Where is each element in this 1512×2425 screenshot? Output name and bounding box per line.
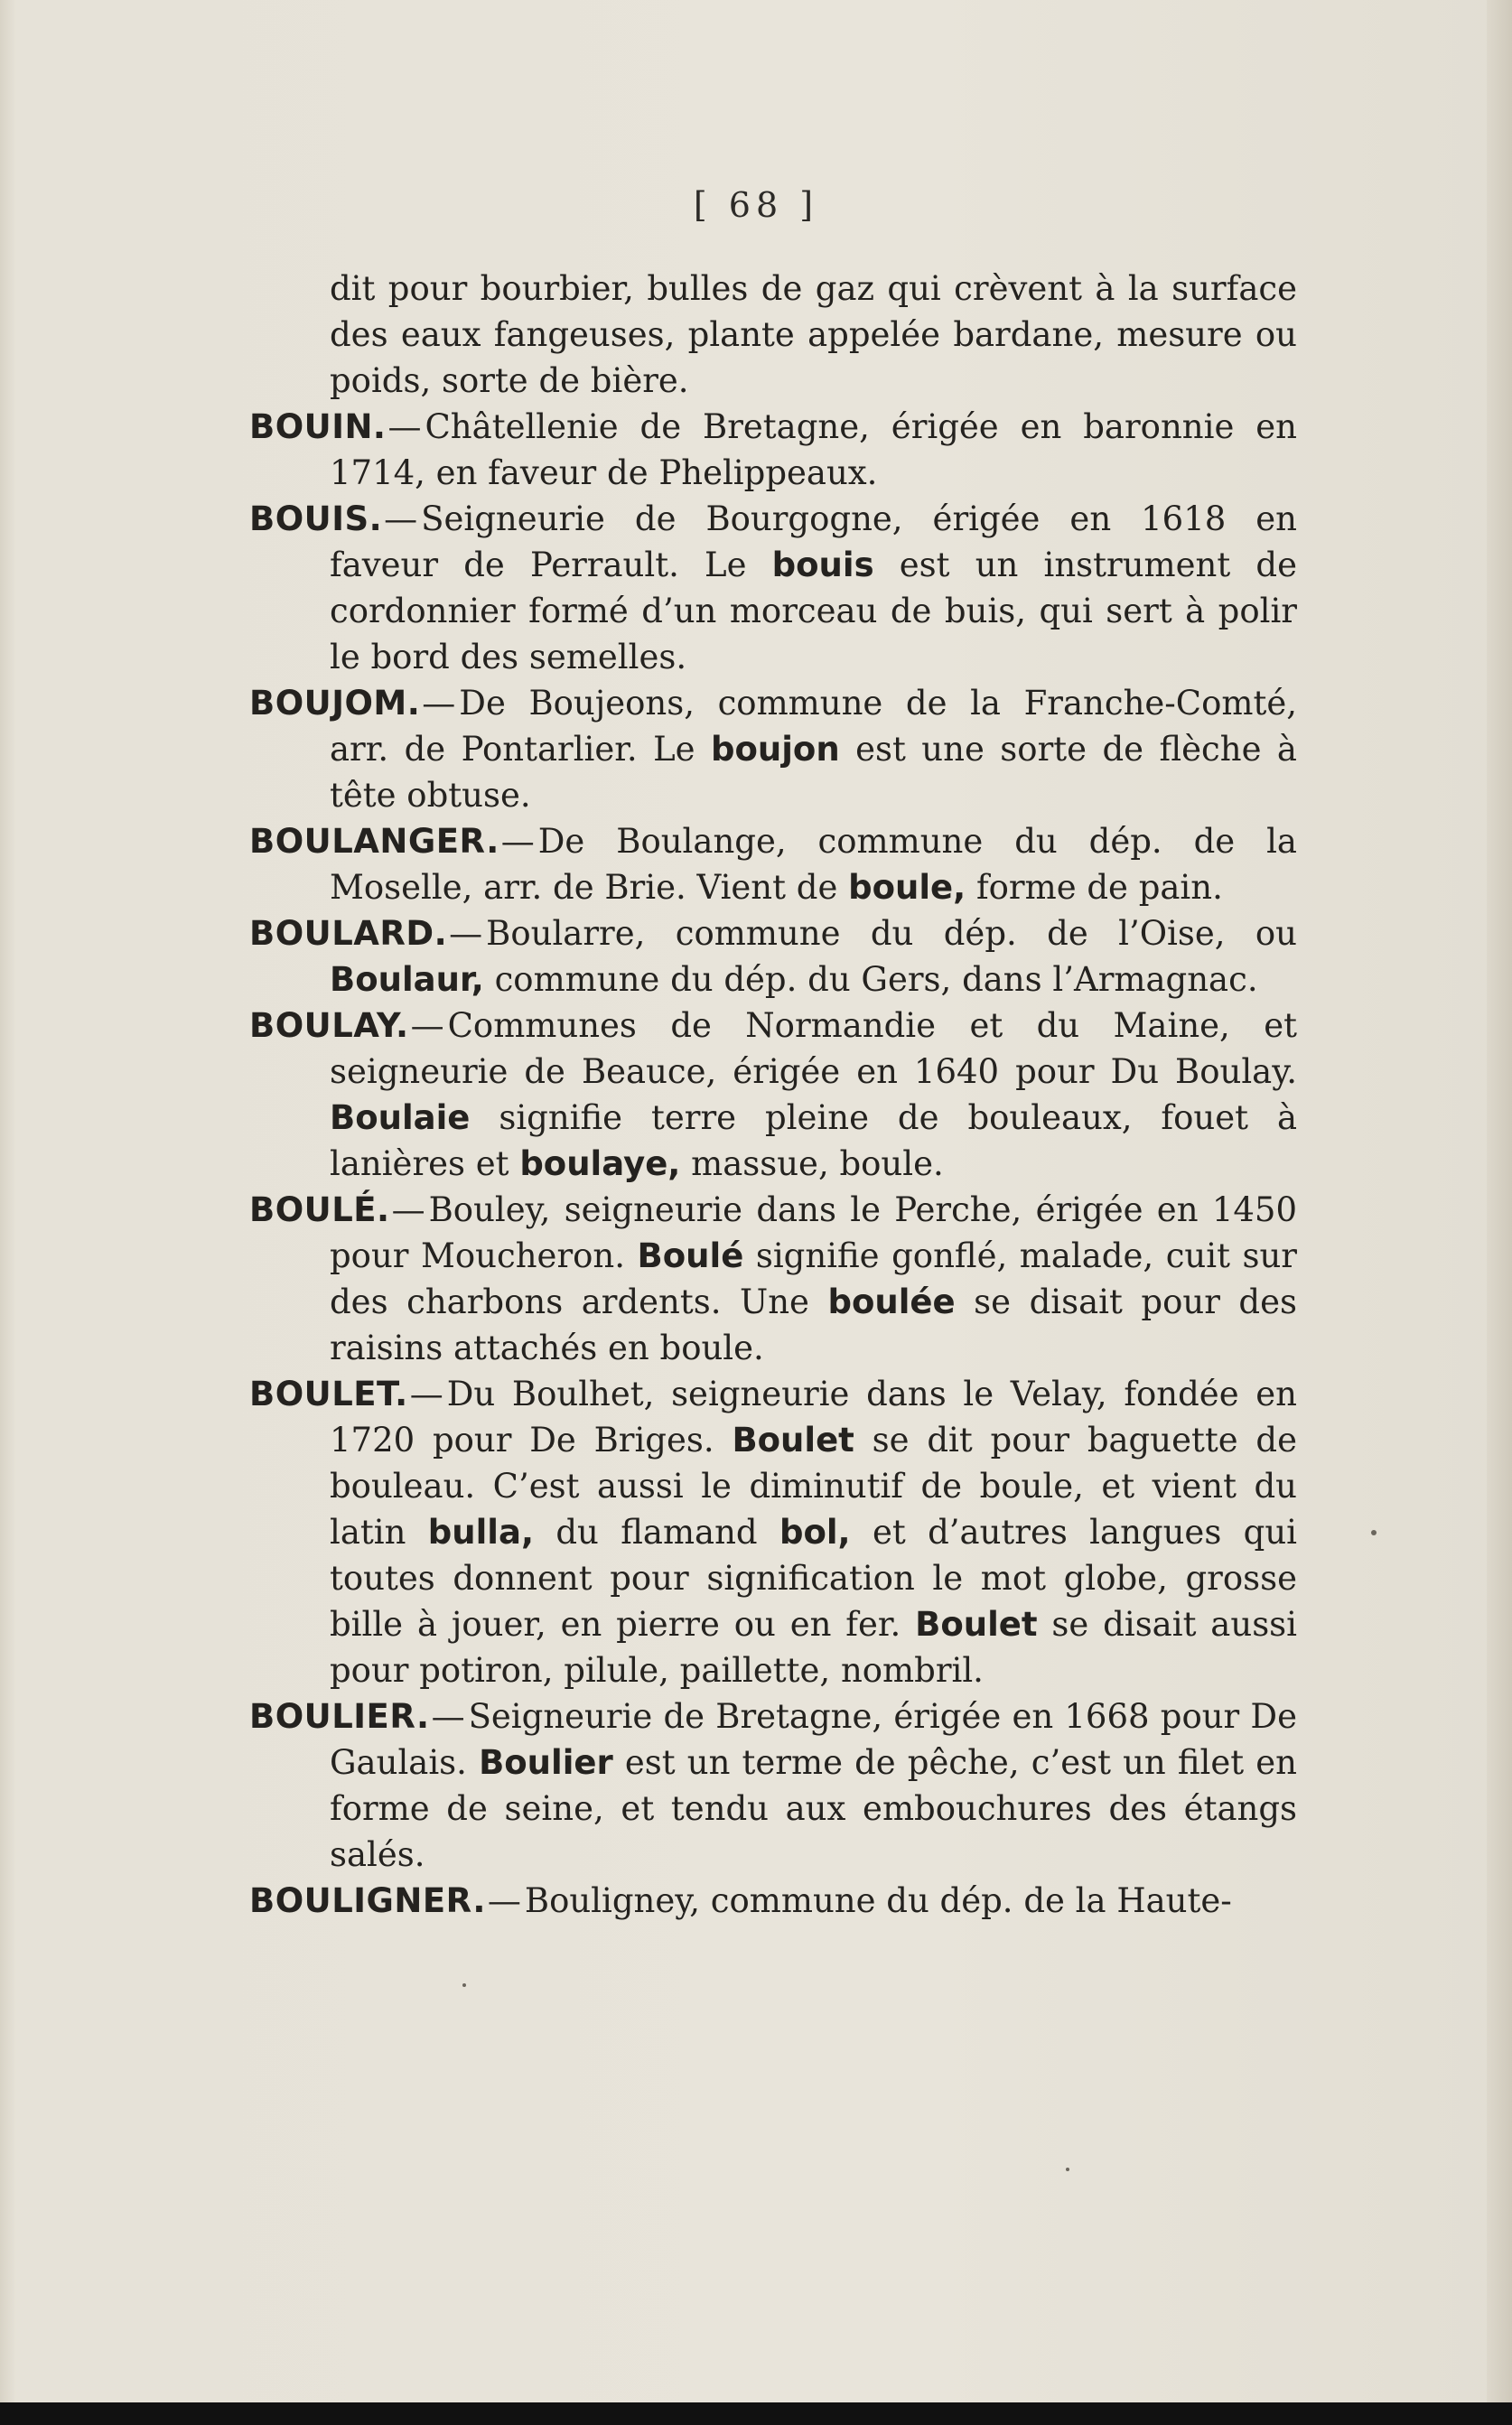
continuation-paragraph: dit pour bourbier, bulles de gaz qui crèvent à la surface des eaux fangeuses, plante appelée bardane, mesure ou poids, sorte de bière. bbox=[330, 269, 1297, 400]
entry-text: et d’autres langues qui toutes donnent pour signification le mot globe, grosse bille à jouer, en pierre ou en fer. bbox=[330, 1513, 1297, 1644]
bold-term: boulaye, bbox=[519, 1144, 681, 1183]
dictionary-entry bbox=[249, 1003, 1297, 1187]
em-dash: — bbox=[431, 1697, 465, 1736]
entry-text: se dit pour baguette de bouleau. C’est aussi le diminutif de boule, et vient du latin bbox=[330, 1421, 1297, 1552]
bold-term: boujon bbox=[710, 730, 840, 769]
entry-headword: BOULANGER. bbox=[249, 822, 499, 861]
entry-text: De Boujeons, commune de la Franche-Comté, arr. de Pontarlier. Le bbox=[330, 684, 1297, 769]
bold-term: bouis bbox=[771, 546, 874, 584]
entry-text: se disait pour des raisins attachés en boule. bbox=[330, 1282, 1297, 1367]
entry-text: du flamand bbox=[534, 1513, 779, 1552]
em-dash: — bbox=[409, 1375, 443, 1413]
entry-text: signifie gonflé, malade, cuit sur des charbons ardents. Une bbox=[330, 1236, 1297, 1321]
paper-speck bbox=[1066, 2168, 1069, 2171]
entry-text: signifie terre pleine de bouleaux, fouet à lanières et bbox=[330, 1098, 1297, 1183]
em-dash: — bbox=[422, 684, 456, 723]
entry-headword: BOULET. bbox=[249, 1375, 408, 1413]
entry-text: Seigneurie de Bourgogne, érigée en 1618 en faveur de Perrault. Le bbox=[330, 499, 1297, 584]
bold-term: bol, bbox=[779, 1513, 851, 1552]
text-body bbox=[249, 266, 1297, 1924]
entry-text: est un instrument de cordonnier formé d’un morceau de buis, qui sert à polir le bord des semelles. bbox=[330, 546, 1297, 676]
bold-term: Boulet bbox=[915, 1605, 1038, 1644]
dictionary-entry bbox=[249, 1878, 1297, 1924]
entry-text: Du Boulhet, seigneurie dans le Velay, fondée en 1720 pour De Briges. bbox=[330, 1375, 1297, 1460]
em-dash: — bbox=[500, 822, 535, 861]
bold-term: Boulaur, bbox=[330, 960, 484, 999]
em-dash: — bbox=[410, 1006, 444, 1045]
dictionary-entry bbox=[249, 1693, 1297, 1878]
entry-text: est une sorte de flèche à tête obtuse. bbox=[330, 730, 1297, 815]
entry-headword: BOUJOM. bbox=[249, 684, 421, 723]
entry-text: Châtellenie de Bretagne, érigée en baronnie en 1714, en faveur de Phelippeaux. bbox=[330, 407, 1297, 492]
entry-text: Bouligney, commune du dép. de la Haute- bbox=[524, 1881, 1232, 1920]
entry-headword: BOULAY. bbox=[249, 1006, 409, 1045]
entry-text: Bouley, seigneurie dans le Perche, érigée en 1450 pour Moucheron. bbox=[330, 1190, 1297, 1275]
dictionary-entry bbox=[249, 680, 1297, 818]
entry-text: De Boulange, commune du dép. de la Moselle, arr. de Brie. Vient de bbox=[330, 822, 1297, 907]
em-dash: — bbox=[391, 1190, 425, 1229]
scan-border bbox=[0, 2402, 1512, 2425]
entry-headword: BOULIER. bbox=[249, 1697, 430, 1736]
bold-term: Boulé bbox=[637, 1236, 744, 1275]
page-edge bbox=[1487, 0, 1512, 2402]
entry-text: commune du dép. du Gers, dans l’Armagnac. bbox=[483, 960, 1258, 999]
entry-text: forme de pain. bbox=[966, 868, 1223, 907]
paper-speck bbox=[1371, 1530, 1377, 1535]
bold-term: Boulaie bbox=[330, 1098, 471, 1137]
bold-term: boule, bbox=[848, 868, 966, 907]
dictionary-entry bbox=[249, 818, 1297, 910]
entry-headword: BOUIS. bbox=[249, 499, 383, 538]
dictionary-entry bbox=[249, 1187, 1297, 1371]
entry-text: Seigneurie de Bretagne, érigée en 1668 pour De Gaulais. bbox=[330, 1697, 1297, 1782]
dictionary-entry bbox=[249, 496, 1297, 680]
entry-text: Communes de Normandie et du Maine, et seigneurie de Beauce, érigée en 1640 pour Du Boulay. bbox=[330, 1006, 1297, 1091]
entry-headword: BOUIN. bbox=[249, 407, 387, 446]
entry-headword: BOULIGNER. bbox=[249, 1881, 486, 1920]
paper-speck bbox=[462, 1983, 466, 1987]
entry-headword: BOULARD. bbox=[249, 914, 448, 953]
page-number: [ 68 ] bbox=[693, 185, 819, 225]
entry-text: massue, boule. bbox=[680, 1144, 944, 1183]
dictionary-entry bbox=[249, 1371, 1297, 1693]
em-dash: — bbox=[487, 1881, 521, 1920]
entry-text: se disait aussi pour potiron, pilule, paillette, nombril. bbox=[330, 1605, 1297, 1690]
bold-term: bulla, bbox=[427, 1513, 534, 1552]
em-dash: — bbox=[449, 914, 483, 953]
entry-text: est un terme de pêche, c’est un filet en forme de seine, et tendu aux embouchures des étangs salés. bbox=[330, 1743, 1298, 1874]
em-dash: — bbox=[387, 407, 422, 446]
bold-term: Boulier bbox=[479, 1743, 613, 1782]
entry-text: Boularre, commune du dép. de l’Oise, ou bbox=[486, 914, 1297, 953]
em-dash: — bbox=[384, 499, 418, 538]
bold-term: boulée bbox=[827, 1282, 956, 1321]
dictionary-entry bbox=[249, 910, 1297, 1003]
entry-headword: BOULÉ. bbox=[249, 1190, 390, 1229]
dictionary-entry bbox=[249, 404, 1297, 496]
bold-term: Boulet bbox=[732, 1421, 854, 1460]
